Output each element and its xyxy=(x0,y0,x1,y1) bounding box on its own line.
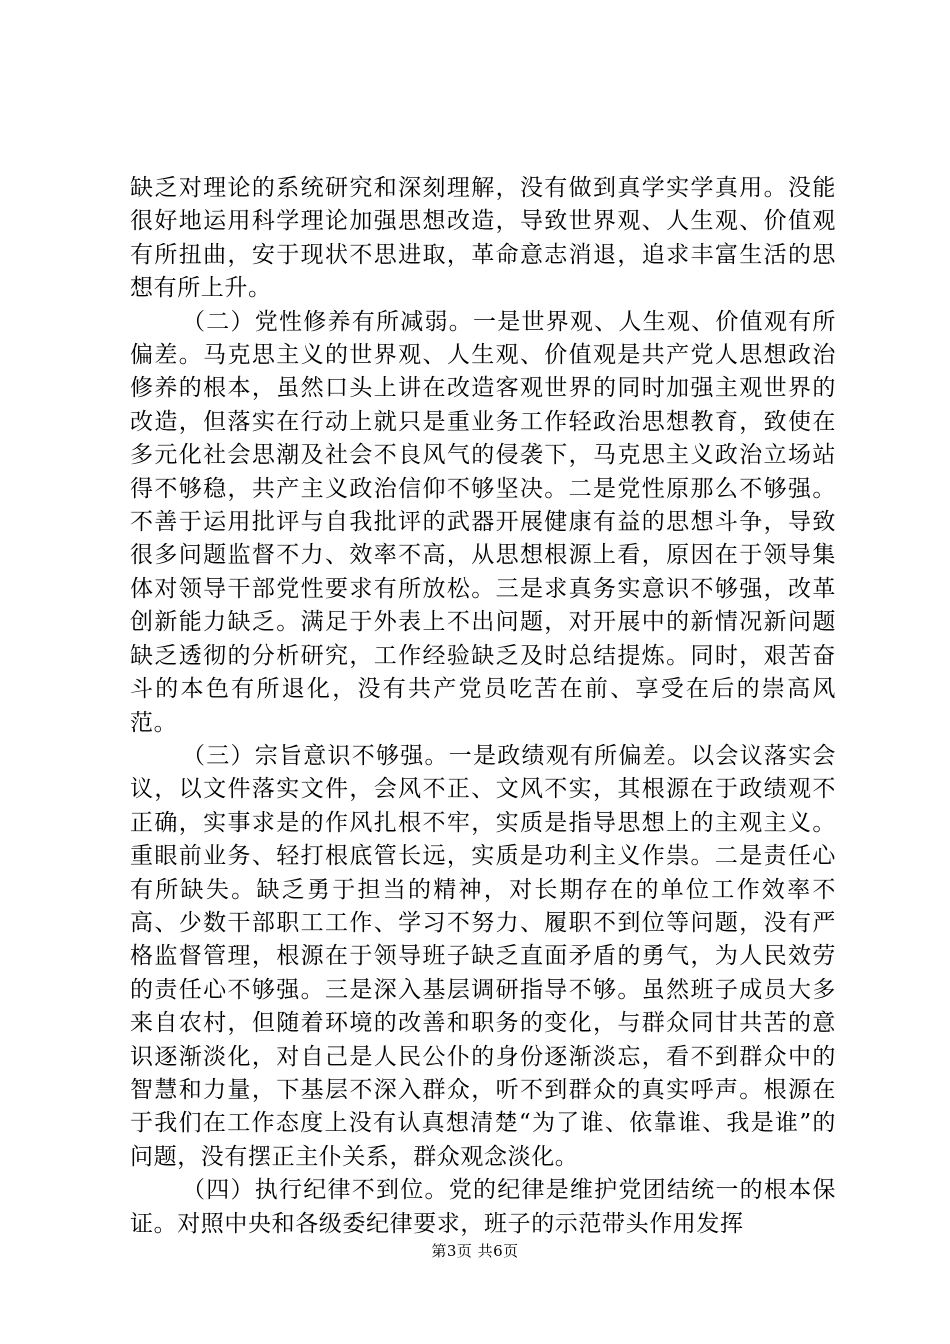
paragraph-continued: 缺乏对理论的系统研究和深刻理解，没有做到真学实学真用。没能很好地运用科学理论加强思想改造，导致世界观、人生观、价值观有所扭曲，安于现状不思进取，革命意志消退，追求丰富生活的思想有所上升。 xyxy=(130,175,836,302)
paragraph-section-4: （四）执行纪律不到位。党的纪律是维护党团结统一的根本保证。对照中央和各级委纪律要求，班子的示范带头作用发挥 xyxy=(130,1177,836,1237)
page-number-footer: 第3页 共6页 xyxy=(431,1242,519,1260)
paragraph-section-2: （二）党性修养有所减弱。一是世界观、人生观、价值观有所偏差。马克思主义的世界观、人生观、价值观是共产党人思想政治修养的根本，虽然口头上讲在改造客观世界的同时加强主观世界的改造，但落实在行动上就只是重业务工作轻政治思想教育，致使在多元化社会思潮及社会不良风气的侵袭下，马克思主义政治立场站得不够稳，共产主义政治信仰不够坚决。二是党性原那么不够强。不善于运用批评与自我批评的武器开展健康有益的思想斗争，导致很多问题监督不力、效率不高，从思想根源上看，原因在于领导集体对领导干部党性要求有所放松。三是求真务实意识不够强，改革创新能力缺乏。满足于外表上不出问题，对开展中的新情况新问题缺乏透彻的分析研究，工作经验缺乏及时总结提炼。同时，艰苦奋斗的本色有所退化，没有共产党员吃苦在前、享受在后的崇高风范。 xyxy=(130,308,836,736)
document-body xyxy=(130,172,836,1241)
paragraph-section-3: （三）宗旨意识不够强。一是政绩观有所偏差。以会议落实会议，以文件落实文件，会风不正、文风不实，其根源在于政绩观不正确，实事求是的作风扎根不牢，实质是指导思想上的主观主义。重眼前业务、轻打根底管长远，实质是功利主义作祟。二是责任心有所缺失。缺乏勇于担当的精神，对长期存在的单位工作效率不高、少数干部职工工作、学习不努力、履职不到位等问题，没有严格监督管理，根源在于领导班子缺乏直面矛盾的勇气，为人民效劳的责任心不够强。三是深入基层调研指导不够。虽然班子成员大多来自农村，但随着环境的改善和职务的变化，与群众同甘共苦的意识逐渐淡化，对自己是人民公仆的身份逐渐淡忘，看不到群众中的智慧和力量，下基层不深入群众，听不到群众的真实呼声。根源在于我们在工作态度上没有认真想清楚“为了谁、依靠谁、我是谁”的问题，没有摆正主仆关系，群众观念淡化。 xyxy=(130,742,836,1170)
